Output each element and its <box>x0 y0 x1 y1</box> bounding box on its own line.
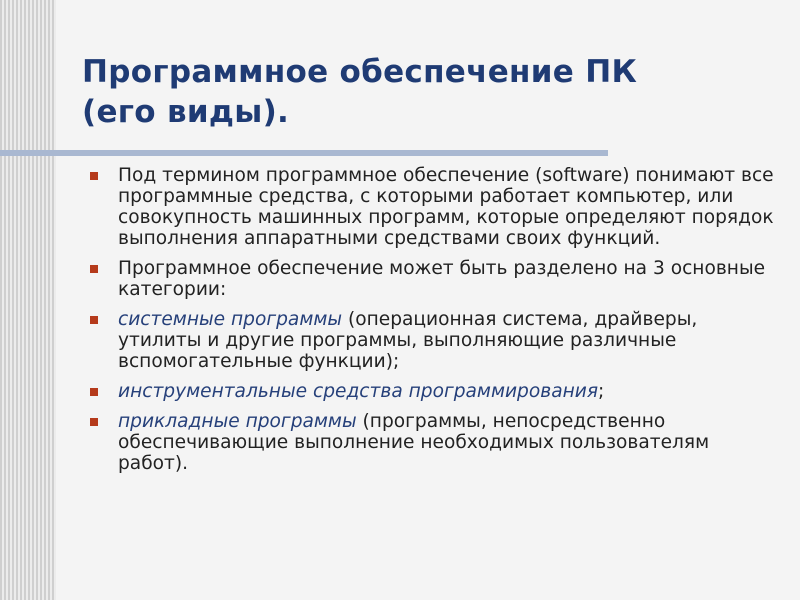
bullet-item-categories <box>90 258 780 300</box>
bullet-emphasis: прикладные программы <box>118 411 357 432</box>
title-line-1: Программное обеспечение ПК <box>82 54 638 90</box>
bullet-text: (программы, непосредственно обеспечивающие выполнение необходимых пользователям работ). <box>118 411 710 474</box>
bullet-item-dev-tools <box>90 381 780 402</box>
bullet-text: (операционная система, драйверы, утилиты и другие программы, выполняющие различные вспомогательные функции); <box>118 309 698 372</box>
title-line-2: (его виды). <box>82 94 290 130</box>
bullet-item-system-programs <box>90 309 780 372</box>
bullet-emphasis: инструментальные средства программирования <box>118 381 599 402</box>
title-divider <box>0 150 608 156</box>
bullet-item-applications <box>90 411 780 474</box>
slide-title <box>82 52 762 132</box>
square-bullet-icon <box>90 265 98 273</box>
bullet-list <box>90 165 780 483</box>
square-bullet-icon <box>90 172 98 180</box>
bullet-text: Под термином программное обеспечение (software) понимают все программные средства, с которыми работает компьютер, или совокупность машинных программ, которые определяют порядок выполнения аппаратными средствами своих функций. <box>118 165 774 249</box>
bullet-item-definition <box>90 165 780 249</box>
bullet-text: Программное обеспечение может быть разделено на 3 основные категории: <box>118 258 766 300</box>
square-bullet-icon <box>90 316 98 324</box>
square-bullet-icon <box>90 388 98 396</box>
decorative-stripe <box>0 0 56 600</box>
bullet-emphasis: системные программы <box>118 309 343 330</box>
square-bullet-icon <box>90 418 98 426</box>
bullet-text: ; <box>598 381 605 402</box>
